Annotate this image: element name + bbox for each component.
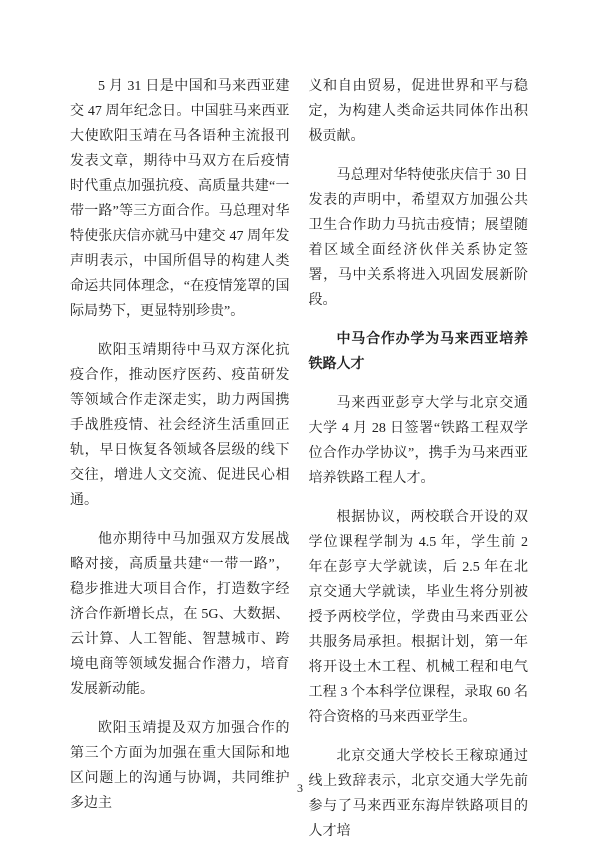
- left-column: [70, 74, 290, 848]
- paragraph-agreement-signing: 马来西亚彭亨大学与北京交通大学 4 月 28 日签署“铁路工程双学位合作办学协议”，携手为马来西亚培养铁路工程人才。: [308, 396, 528, 486]
- paragraph-envoy-statement: 马总理对华特使张庆信于 30 日发表的声明中，希望双方加强公共卫生合作助力马抗击疫情；展望随着区域全面经济伙伴关系协定签署，马中关系将进入巩固发展新阶段。: [308, 168, 528, 308]
- paragraph-pandemic-cooperation: 欧阳玉靖期待中马双方深化抗疫合作，推动医疗医药、疫苗研发等领域合作走深走实，助力两国携手战胜疫情、社会经济生活重回正轨，早日恢复各领域各层级的线下交往，增进人文交流、促进民心相通。: [70, 343, 290, 508]
- paragraph-president-remarks: 北京交通大学校长王稼琼通过线上致辞表示，北京交通大学先前参与了马来西亚东海岸铁路项目的人才培: [308, 749, 528, 839]
- paragraph-third-aspect: 欧阳玉靖提及双方加强合作的第三个方面为加强在重大国际和地区问题上的沟通与协调，共同维护多边主: [70, 721, 290, 811]
- paragraph-program-details: 根据协议，两校联合开设的双学位课程学制为 4.5 年，学生前 2 年在彭亨大学就读，后 2.5 年在北京交通大学就读，毕业生将分别被授予两校学位，学费由马来西亚公共服务局承担。根据计划，第一年将开设土木工程、机械工程和电气工程 3 个本科学位课程，录取 60 名符合资格的马来西亚学生。: [308, 510, 528, 725]
- paragraph-anniversary-intro: 5 月 31 日是中国和马来西亚建交 47 周年纪念日。中国驻马来西亚大使欧阳玉靖在马各语种主流报刊发表文章，期待中马双方在后疫情时代重点加强抗疫、高质量共建“一带一路”等三方面合作。马总理对华特使张庆信亦就马中建交 47 周年发声明表示，中国所倡导的构建人类命运共同体理念，“在疫情笼罩的国际局势下，更显特别珍贵”。: [70, 79, 290, 319]
- right-column: [309, 74, 529, 848]
- paragraph-third-aspect-continuation: 义和自由贸易，促进世界和平与稳定，为构建人类命运共同体作出积极贡献。: [308, 79, 528, 144]
- page-number: 3: [297, 781, 303, 795]
- section-heading-railway-talent: 中马合作办学为马来西亚培养铁路人才: [308, 332, 528, 372]
- two-column-text-area: [70, 74, 528, 848]
- paragraph-development-strategy: 他亦期待中马加强双方发展战略对接，高质量共建“一带一路”，稳步推进大项目合作，打造数字经济合作新增长点，在 5G、大数据、云计算、人工智能、智慧城市、跨境电商等领域发掘合作潜力，培育发展新动能。: [70, 532, 290, 697]
